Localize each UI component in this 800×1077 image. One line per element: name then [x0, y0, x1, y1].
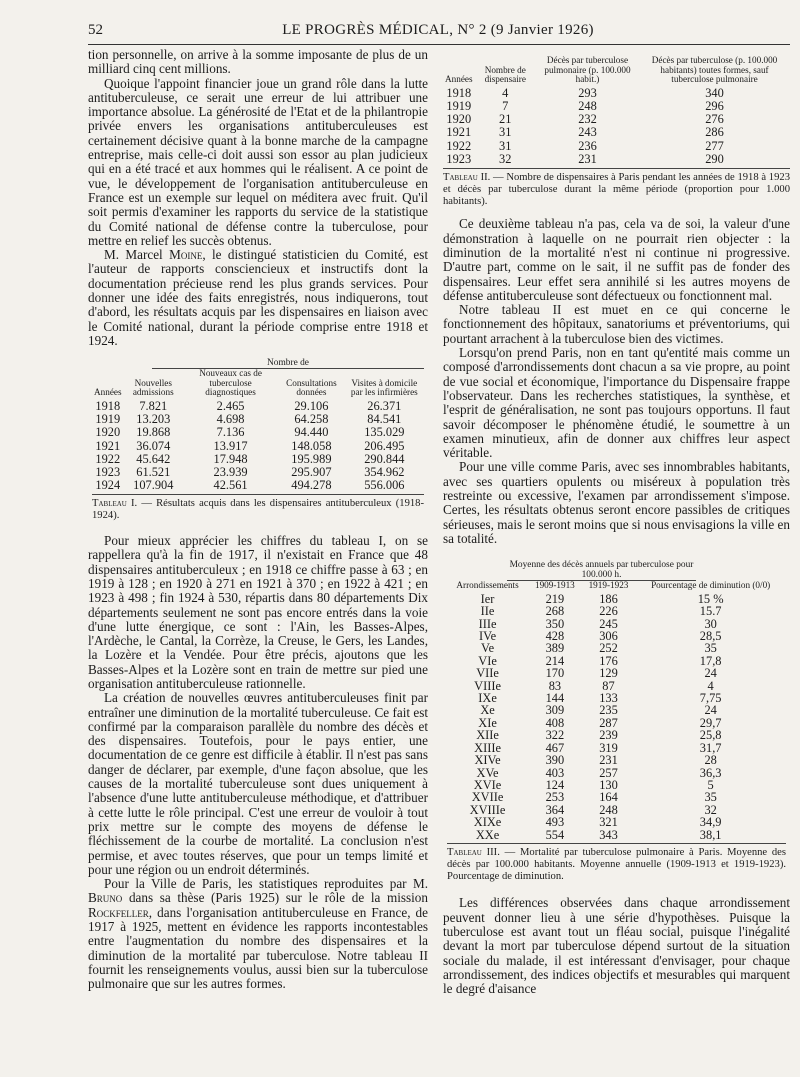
table-caption: [443, 172, 790, 207]
table-row: [443, 100, 790, 113]
table-cell: 235: [599, 703, 618, 718]
author-name: Moine: [169, 247, 203, 263]
table-cell: 1918: [446, 85, 472, 100]
table-cell: VIIIe: [474, 678, 501, 693]
table-cell: 130: [599, 777, 618, 792]
text: dans sa thèse (Paris 1925) sur le rôle de la mission: [128, 890, 428, 906]
table-cell: IXe: [478, 691, 497, 706]
table-cell: 124: [545, 777, 565, 792]
table-cell: XIIe: [476, 728, 499, 743]
table-cell: 268: [545, 604, 565, 619]
table-cell: IVe: [478, 629, 497, 644]
table-cell: 164: [599, 790, 618, 805]
table-cell: 28,5: [699, 629, 722, 644]
table-cell: Xe: [480, 703, 495, 718]
table-cell: 25,8: [699, 728, 722, 743]
caption-text: — Résultats acquis dans les dispensaires antituberculeux (1918-1924).: [92, 498, 424, 522]
table-cell: 36.074: [136, 438, 171, 453]
table-cell: 7: [502, 98, 509, 113]
table-cell: 4: [502, 85, 509, 100]
table-cell: 84.541: [367, 412, 402, 427]
table-cell: 231: [578, 151, 597, 166]
text: , le distingué statisticien du Comité, est l'auteur de rapports consciencieux et instructifs dont la documentation précieuse rend les plus grands services. Pour donner une idée des faits enregistrés, nous indiquerons, tout d'abord, les résultats acquis par les dispensaires en liaison avec le Comité national, durant la période comprise entre 1918 et 1924.: [88, 247, 429, 348]
table-cell: 42.561: [213, 478, 248, 493]
table-cell: 31: [499, 125, 512, 140]
table-cell: 286: [705, 125, 724, 140]
table-cell: 245: [599, 616, 618, 631]
table-row: [447, 667, 786, 679]
table-cell: 214: [545, 653, 565, 668]
table-cell: 343: [599, 827, 618, 842]
paragraph: Pour une ville comme Paris, avec ses innombrables habitants, avec ses quartiers opulents ou miséreux à population très restreinte ou excessive, l'examen par arrondissement s'impose. Certes, les résultats obtenus seront encore passibles de critiques sérieuses, mais le seront moins que si nous envisagions la ville en sa totalité.: [443, 459, 790, 546]
table-row: [447, 605, 786, 617]
paragraph: Pour mieux apprécier les chiffres du tableau I, on se rappellera qu'à la fin de 1917, il n'existait en France que 48 dispensaires antituberculeux ; en 1918 ce chiffre passe à 63 ; en 1919 à 128 ; en 1920 à 271 en 1921 à 370 ; en 1922 à 421 ; en 1923 à 498 ; fin 1924 à 530, répartis dans 80 départements Dix départements seulement ne sont pas encore entrés dans la voie d'une lutte énergique, ce sont : l'Ain, les Basses-Alpes, l'Ardèche, le Cantal, la Corrèze, la Creuse, le Gers, les Landes, la Lozère et la Vendée. Pour être précis, ajoutons que les Basses-Alpes et la Lozère sont en train de mettre sur pied une organisation antituberculeuse rationnelle.: [88, 533, 428, 691]
table-cell: 354.962: [364, 465, 405, 480]
table-row: [447, 704, 786, 716]
table-cell: 290: [705, 151, 724, 166]
text: , dans l'organisation antituberculeuse en France, de 1917 à 1925, mettent en évidence les rapports incontestables entre l'augmentation du nombre des dispensaires et la diminution de la mortalité par tuberculose. Notre tableau II fournit les renseignements voulus, aussi bien sur la tuberculose pulmonaire que sur les autres formes.: [88, 904, 428, 992]
table-cell: Ier: [480, 591, 495, 606]
column-header: Nouvelles admissions: [132, 377, 174, 398]
table-cell: 64.258: [294, 412, 329, 427]
paragraph: Notre tableau II est muet en ce qui concerne le fonctionnement des hôpitaux, sanatoriums et préventoriums, qui pourtant arrachent à la tuberculose bien des victimes.: [443, 302, 790, 346]
table-row: [447, 642, 786, 654]
table-cell: 554: [545, 827, 565, 842]
caption-label: Tableau I.: [92, 498, 138, 510]
table-cell: 15.7: [699, 604, 722, 619]
table-cell: XIIIe: [474, 740, 501, 755]
table-cell: 2.465: [216, 399, 245, 414]
caption-text: — Nombre de dispensaires à Paris pendant les années de 1918 à 1923 et décès par tuberculose durant la même période (proportion pour 1.000 habitants).: [443, 172, 790, 207]
column-header: Pourcentage de diminution (0/0): [651, 580, 771, 591]
table-row: [447, 829, 786, 841]
table-cell: 144: [545, 691, 565, 706]
column-header: Visites à domicile par les infirmières: [350, 377, 418, 398]
table-cell: IIIe: [478, 616, 497, 631]
table-cell: 403: [545, 765, 565, 780]
table-cell: 322: [545, 728, 565, 743]
table-cell: 107.904: [133, 478, 174, 493]
table-cell: 4.698: [216, 412, 245, 427]
table-row: [447, 816, 786, 828]
table-1: [92, 358, 424, 522]
table-row: [443, 126, 790, 139]
caption-text: — Mortalité par tuberculose pulmonaire à Paris. Moyenne des décès par 100.000 habitants. Moyenne annuelle (1909-1913 et 1919-1923). Pourcentage de diminution.: [447, 846, 786, 882]
table-cell: 29.106: [294, 399, 329, 414]
table-cell: 408: [545, 715, 565, 730]
table-cell: IIe: [480, 604, 495, 619]
table-row: [443, 153, 790, 166]
table-row: [447, 754, 786, 766]
table-cell: 38,1: [699, 827, 722, 842]
table-cell: 29,7: [699, 715, 722, 730]
table-cell: 32: [499, 151, 512, 166]
table-cell: 1924: [95, 478, 121, 493]
table-cell: XIXe: [473, 815, 502, 830]
paragraph: Quoique l'appoint financier joue un grand rôle dans la lutte antituberculeuse, ce serait une erreur de lui attribuer une importance absolue. La générosité de l'Etat et de la philantropie privée envers les organisations antituberculeuses est certainement décisive quant à la bonne marche de la campagne entreprise, mais celle-ci doit aussi son essor au plan judicieux qui en a été tracé et aux hommes qui le réalisent. A ce point de vue, le développement de l'organisation antituberculeuse en France est un exemple sur lequel on méditera avec fruit. Qu'il soit permis d'examiner les rapports du service de la statistique du Comité national de défense contre la tuberculose, pour mettre en relief les succès obtenus.: [88, 75, 428, 248]
table-row: [92, 426, 424, 439]
table-cell: 277: [705, 138, 724, 153]
table-cell: 133: [599, 691, 618, 706]
column-header: Nombre de dispensaire: [484, 64, 526, 85]
table-cell: 257: [599, 765, 618, 780]
table-cell: 19.868: [136, 425, 171, 440]
table-cell: 1921: [446, 125, 472, 140]
table-cell: 293: [578, 85, 597, 100]
paragraph: Ce deuxième tableau n'a pas, cela va de soi, la valeur d'une démonstration à laquelle on ne pourrait rien objecter : la diminution de la mortalité n'est ni continue ni progressive. D'autre part, comme on le sait, il ne suffit pas de fonder des dispensaires. Leur effet sera annihilé si les autres moyens de défense antituberculeuse sont défectueux ou fonctionnent mal.: [443, 216, 790, 303]
table-cell: XVIe: [473, 777, 502, 792]
table-cell: 252: [599, 641, 618, 656]
table-cell: 148.058: [291, 438, 332, 453]
column-header: Décès par tuberculose pulmonaire (p. 100.000 habit.): [544, 55, 631, 85]
text: Pour la Ville de Paris, les statistiques reproduites par M.: [104, 876, 428, 892]
table-cell: 1922: [446, 138, 472, 153]
table-group-header: Nombre de: [267, 358, 309, 369]
text: M. Marcel: [104, 247, 163, 263]
table-cell: 17.948: [213, 451, 248, 466]
table-cell: 389: [545, 641, 565, 656]
table-cell: 24: [704, 703, 717, 718]
paragraph: La création de nouvelles œuvres antituberculeuses finit par entraîner une diminution de la mortalité tuberculeuse. Ce fait est confirmé par la comparaison parallèle du nombre des décès et des dispensaires. Toutefois, pour le pays entier, une documentation de ce genre est difficile à établir. Il n'est pas sans danger de déclarer, par exemple, d'une façon absolue, que les causes de la mortalité tuberculeuse sont dues uniquement à l'absence d'une lutte antituberculeuse méthodique, et d'attribuer à cette lutte le rôle principal. C'est une erreur de vouloir à tout prix mettre sur le compte des moyens de défense le fléchissement de la courbe de mortalité. La conclusion n'est permise, et avec toutes réserves, que pour un temps limité et pour une région ou un endroit déterminés.: [88, 690, 428, 877]
column-header: 1919-1923: [588, 580, 629, 591]
table-cell: 1920: [95, 425, 121, 440]
table-cell: Ve: [481, 641, 495, 656]
table-cell: 32: [704, 802, 717, 817]
left-column: [88, 48, 428, 992]
table-cell: 1919: [446, 98, 472, 113]
table-cell: 428: [545, 629, 565, 644]
table-cell: 556.006: [364, 478, 405, 493]
table-1-grid: [92, 369, 424, 492]
table-cell: 83: [548, 678, 562, 693]
table-cell: 248: [578, 98, 597, 113]
table-group-header: Moyenne des décès annuels par tuberculose pour 100.000 h.: [509, 560, 694, 581]
right-column: [443, 48, 790, 996]
table-cell: 248: [599, 802, 618, 817]
column-header: Arrondissements: [456, 580, 519, 591]
table-cell: 31,7: [699, 740, 722, 755]
table-cell: 35: [704, 790, 717, 805]
table-cell: 28: [704, 753, 717, 768]
table-cell: 390: [545, 753, 565, 768]
table-cell: 236: [578, 138, 597, 153]
table-cell: 61.521: [136, 465, 171, 480]
table-cell: XVIIe: [471, 790, 504, 805]
table-2: [443, 56, 790, 207]
table-row: [447, 791, 786, 803]
table-cell: 87: [602, 678, 615, 693]
table-cell: 239: [599, 728, 618, 743]
table-cell: 31: [499, 138, 512, 153]
paragraph: Les différences observées dans chaque arrondissement peuvent donner lieu à une série d'hypothèses. Puisque la tuberculose est avant tout un fléau social, puisque l'inégalité devant la mort par tuberculose dépend surtout de la situation sociale du malade, il est intéressant d'envisager, pour chaque arrondissement, des indices objectifs et mesurables qui marquent le degré d'aisance: [443, 895, 790, 997]
table-cell: VIIe: [476, 666, 499, 681]
paragraph: [88, 877, 428, 991]
table-cell: 1920: [446, 112, 472, 127]
table-cell: 5: [707, 777, 714, 792]
table-cell: 13.917: [213, 438, 248, 453]
table-cell: 94.440: [294, 425, 329, 440]
table-cell: 21: [499, 112, 512, 127]
table-row: [447, 729, 786, 741]
table-cell: 319: [599, 740, 618, 755]
table-cell: 1919: [95, 412, 121, 427]
column-header: Années: [94, 387, 122, 398]
table-cell: 176: [599, 653, 618, 668]
table-cell: 493: [545, 815, 565, 830]
table-cell: 364: [545, 802, 565, 817]
table-cell: 13.203: [136, 412, 171, 427]
header-rule: [88, 44, 790, 45]
table-cell: 243: [578, 125, 597, 140]
table-cell: 36,3: [699, 765, 722, 780]
table-cell: 15 %: [697, 591, 724, 606]
table-cell: 295.907: [291, 465, 332, 480]
table-3-grid: [447, 581, 786, 841]
table-cell: XXe: [475, 827, 500, 842]
table-row: [443, 140, 790, 153]
table-cell: 1922: [95, 451, 121, 466]
table-cell: 340: [705, 85, 724, 100]
table-cell: 17,8: [699, 653, 722, 668]
table-cell: 34,9: [699, 815, 722, 830]
table-cell: 7.136: [216, 425, 245, 440]
table-cell: 467: [545, 740, 565, 755]
table-cell: 231: [599, 753, 618, 768]
table-row: [443, 87, 790, 100]
paragraph: [88, 248, 428, 348]
table-cell: 1918: [95, 399, 121, 414]
table-cell: 494.278: [291, 478, 332, 493]
author-name: Bruno: [88, 890, 123, 906]
table-cell: 26.371: [367, 399, 402, 414]
table-cell: 287: [599, 715, 618, 730]
table-row: [92, 440, 424, 453]
table-row: [443, 113, 790, 126]
table-cell: 129: [599, 666, 618, 681]
table-cell: 232: [578, 112, 597, 127]
column-header: Nouveaux cas de tuberculose diagnostiques: [199, 368, 262, 398]
table-cell: 195.989: [291, 451, 332, 466]
table-3: [447, 560, 786, 882]
table-cell: 186: [599, 591, 618, 606]
table-cell: XIe: [478, 715, 497, 730]
caption-label: Tableau III.: [447, 846, 500, 858]
table-cell: XVIIIe: [469, 802, 506, 817]
table-cell: 24: [704, 666, 717, 681]
table-cell: 135.029: [364, 425, 405, 440]
table-cell: 30: [704, 616, 717, 631]
table-cell: 219: [545, 591, 565, 606]
table-cell: 306: [599, 629, 618, 644]
column-header: Décès par tuberculose (p. 100.000 habitants) toutes formes, sauf tuberculose pulmonaire: [651, 55, 778, 85]
table-cell: 7.821: [139, 399, 168, 414]
table-cell: 290.844: [364, 451, 405, 466]
column-header: Consultations données: [286, 377, 337, 398]
table-cell: 1923: [446, 151, 472, 166]
table-row: [92, 479, 424, 492]
table-cell: 276: [705, 112, 724, 127]
column-header: Années: [445, 74, 473, 85]
table-cell: 309: [545, 703, 565, 718]
paragraph: tion personnelle, on arrive à la somme imposante de plus de un milliard cinq cent millions.: [88, 47, 428, 77]
table-cell: 253: [545, 790, 565, 805]
table-cell: 35: [704, 641, 717, 656]
table-cell: 1921: [95, 438, 121, 453]
table-cell: XVe: [476, 765, 499, 780]
table-cell: VIe: [478, 653, 497, 668]
table-cell: 350: [545, 616, 565, 631]
running-header: [88, 22, 788, 44]
table-caption: [447, 847, 786, 882]
paragraph: Lorsqu'on prend Paris, non en tant qu'entité mais comme un composé d'arrondissements dont chacun a sa vie propre, au point de vue social et économique, l'importance du Dispensaire frappe l'observateur. Dans les recherches statistiques, la synthèse, et l'esprit de généralisation, ne sont pas toujours opportuns. Il faut savoir décomposer le phénomène étudié, le soumettre à un examen minutieux, afin de donner aux chiffres leur aspect véritable.: [443, 345, 790, 461]
caption-label: Tableau II.: [443, 172, 491, 183]
table-cell: 321: [599, 815, 618, 830]
table-cell: 170: [545, 666, 565, 681]
table-cell: 45.642: [136, 451, 171, 466]
table-cell: XIVe: [474, 753, 501, 768]
table-2-grid: [443, 56, 790, 166]
table-cell: 226: [599, 604, 618, 619]
table-cell: 296: [705, 98, 724, 113]
table-caption: [92, 498, 424, 522]
table-cell: 23.939: [213, 465, 248, 480]
table-cell: 1923: [95, 465, 121, 480]
page-number: 52: [88, 22, 103, 38]
table-cell: 7,75: [699, 691, 722, 706]
journal-title: LE PROGRÈS MÉDICAL, N° 2 (9 Janvier 1926): [282, 22, 594, 38]
table-cell: 206.495: [364, 438, 405, 453]
table-cell: 4: [707, 678, 714, 693]
column-header: 1909-1913: [534, 580, 575, 591]
mission-name: Rockfeller: [88, 904, 149, 920]
